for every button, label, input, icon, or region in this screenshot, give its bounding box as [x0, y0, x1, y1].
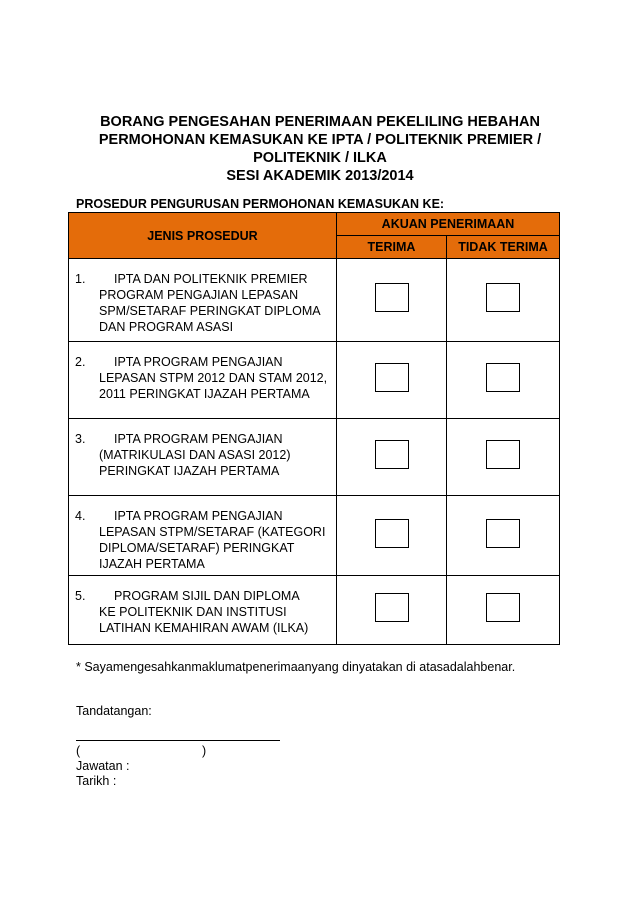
jawatan-label: Jawatan : — [76, 759, 130, 773]
row-number: 4. — [75, 509, 86, 523]
header-akuan-penerimaan: AKUAN PENERIMAAN — [337, 213, 560, 236]
desc-line: PROGRAM PENGAJIAN LEPASAN — [99, 288, 299, 302]
terima-checkbox[interactable] — [375, 519, 409, 548]
desc-line: IJAZAH PERTAMA — [99, 557, 205, 571]
procedure-description — [69, 576, 337, 645]
desc-line: LEPASAN STPM 2012 DAN STAM 2012, — [99, 371, 328, 385]
title-line-1: BORANG PENGESAHAN PENERIMAAN PEKELILING HEBAHAN — [100, 114, 540, 130]
table-row — [69, 496, 560, 576]
desc-line: IPTA DAN POLITEKNIK PREMIER — [114, 272, 308, 286]
procedure-description — [69, 496, 337, 576]
tidak-terima-checkbox[interactable] — [486, 519, 520, 548]
desc-line: LATIHAN KEMAHIRAN AWAM (ILKA) — [99, 621, 309, 635]
desc-line: SPM/SETARAF PERINGKAT DIPLOMA — [99, 304, 321, 318]
section-heading: PROSEDUR PENGURUSAN PERMOHONAN KEMASUKAN KE: — [76, 197, 445, 211]
procedure-table — [68, 212, 560, 645]
tidak-terima-checkbox[interactable] — [486, 283, 520, 312]
desc-line: PROGRAM SIJIL DAN DIPLOMA — [114, 589, 300, 603]
header-tidak-terima: TIDAK TERIMA — [447, 236, 560, 259]
table-row — [69, 419, 560, 496]
row-number: 2. — [75, 355, 86, 369]
tidak-terima-checkbox[interactable] — [486, 593, 520, 622]
table-row — [69, 259, 560, 342]
name-paren-open: ( — [76, 744, 81, 758]
desc-line: 2011 PERINGKAT IJAZAH PERTAMA — [99, 387, 310, 401]
desc-line: DIPLOMA/SETARAF) PERINGKAT — [99, 541, 295, 555]
title-line-4: SESI AKADEMIK 2013/2014 — [226, 168, 414, 184]
desc-line: IPTA PROGRAM PENGAJIAN — [114, 509, 283, 523]
header-jenis-prosedur: JENIS PROSEDUR — [69, 213, 337, 259]
signature-line — [76, 740, 280, 741]
signature-label: Tandatangan: — [76, 704, 152, 718]
title-line-2: PERMOHONAN KEMASUKAN KE IPTA / POLITEKNIK PREMIER / — [98, 132, 542, 148]
confirmation-note: * Sayamengesahkanmaklumatpenerimaanyang dinyatakan di atasadalahbenar. — [76, 660, 516, 674]
header-terima: TERIMA — [337, 236, 447, 259]
terima-checkbox[interactable] — [375, 283, 409, 312]
tidak-terima-checkbox[interactable] — [486, 440, 520, 469]
terima-checkbox[interactable] — [375, 440, 409, 469]
title-line-3: POLITEKNIK / ILKA — [253, 150, 387, 166]
form-title — [70, 113, 570, 185]
terima-checkbox[interactable] — [375, 363, 409, 392]
terima-checkbox[interactable] — [375, 593, 409, 622]
desc-line: (MATRIKULASI DAN ASASI 2012) — [99, 448, 291, 462]
table-row — [69, 342, 560, 419]
desc-line: DAN PROGRAM ASASI — [99, 320, 234, 334]
table-row — [69, 576, 560, 645]
procedure-description — [69, 419, 337, 496]
desc-line: LEPASAN STPM/SETARAF (KATEGORI — [99, 525, 326, 539]
desc-line: IPTA PROGRAM PENGAJIAN — [114, 432, 283, 446]
desc-line: IPTA PROGRAM PENGAJIAN — [114, 355, 283, 369]
procedure-description — [69, 342, 337, 419]
row-number: 3. — [75, 432, 86, 446]
tidak-terima-checkbox[interactable] — [486, 363, 520, 392]
desc-line: KE POLITEKNIK DAN INSTITUSI — [99, 605, 287, 619]
name-paren-close: ) — [202, 744, 207, 758]
tarikh-label: Tarikh : — [76, 774, 117, 788]
desc-line: PERINGKAT IJAZAH PERTAMA — [99, 464, 280, 478]
row-number: 1. — [75, 272, 86, 286]
procedure-description — [69, 259, 337, 342]
row-number: 5. — [75, 589, 86, 603]
